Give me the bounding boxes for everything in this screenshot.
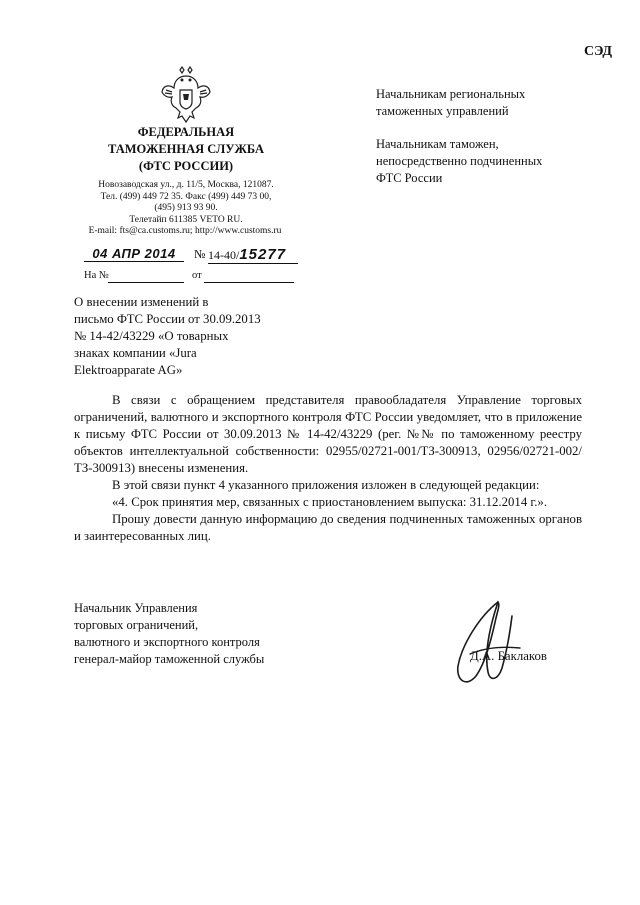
coat-of-arms-emblem	[160, 66, 212, 124]
sender-email: E-mail: fts@ca.customs.ru; http://www.customs.ru	[88, 226, 282, 236]
sender-organization	[76, 124, 296, 175]
addressee-line: таможенных управлений	[376, 104, 509, 118]
registration-date: 04 АПР 2014	[84, 246, 184, 262]
body-paragraph: «4. Срок принятия мер, связанных с приостановлением выпуска: 31.12.2014 г.».	[112, 495, 548, 509]
address-line: Новозаводская ул., д. 11/5, Москва, 121087.	[98, 180, 274, 190]
addressee-line: Начальникам региональных	[376, 87, 526, 101]
subject-line: письмо ФТС России от 30.09.2013	[74, 312, 261, 326]
subject-line: знаках компании «Jura	[74, 346, 197, 360]
addressee-group	[376, 136, 606, 187]
registration-number	[208, 246, 298, 264]
addressee-line: ФТС России	[376, 171, 443, 185]
subject-line: Elektroapparate AG»	[74, 363, 183, 377]
registration-row	[84, 246, 294, 264]
address-line: Телетайп 611385 VETO RU.	[129, 214, 243, 225]
subject-line: № 14-42/43229 «О товарных	[74, 329, 229, 343]
body-paragraph: Прошу довести данную информацию до сведения подчиненных таможенных органов и заинтересованных лиц.	[74, 512, 582, 543]
document-mark: СЭД	[583, 44, 612, 59]
body-paragraph: В этой связи пункт 4 указанного приложения изложен в следующей редакции:	[112, 478, 540, 492]
org-line: ТАМОЖЕННАЯ СЛУЖБА	[108, 142, 264, 156]
address-line: Тел. (499) 449 72 35. Факс (499) 449 73 00,	[100, 191, 272, 202]
signatory-name: Д.А. Баклаков	[470, 649, 547, 663]
letter-subject	[74, 294, 304, 379]
addressee-line: непосредственно подчиненных	[376, 154, 543, 168]
org-line: (ФТС РОССИИ)	[138, 159, 234, 173]
addressee-line: Начальникам таможен,	[376, 137, 499, 151]
reference-date-blank	[204, 282, 294, 283]
org-line: ФЕДЕРАЛЬНАЯ	[137, 125, 235, 139]
addressee-group	[376, 86, 606, 120]
signatory-title	[74, 600, 314, 668]
signatory-title-line: Начальник Управления	[74, 601, 198, 615]
sender-address	[76, 180, 296, 226]
registration-number-prefix: 14-40/	[208, 248, 240, 262]
letter-body	[74, 392, 582, 545]
reference-number-label: На №	[84, 270, 109, 281]
subject-line: О внесении изменений в	[74, 295, 209, 309]
address-line: (495) 913 93 90.	[154, 203, 218, 213]
signatory-title-line: генерал-майор таможенной службы	[74, 652, 265, 666]
reference-from-label: от	[192, 270, 202, 281]
reference-row	[84, 270, 294, 286]
reference-number-blank	[108, 282, 184, 283]
signatory-title-line: торговых ограничений,	[74, 618, 199, 632]
registration-number-label: №	[194, 247, 206, 261]
handwritten-signature	[440, 596, 530, 696]
addressee-block	[376, 86, 606, 203]
body-paragraph: В связи с обращением представителя правообладателя Управление торговых ограничений, валютного и экспортного контроля ФТС России уведомляет, что в приложение к письму ФТС России от 30.09.2013 № 14-42/43229 (рег. №№ по таможенному реестру объектов интеллектуальной собственности: 02955/02721-001/ТЗ-300913, 02956/02721-002/ТЗ-300913) внесены изменения.	[74, 393, 582, 475]
signatory-title-line: валютного и экспортного контроля	[74, 635, 260, 649]
registration-number-handwritten: 15277	[239, 246, 287, 263]
